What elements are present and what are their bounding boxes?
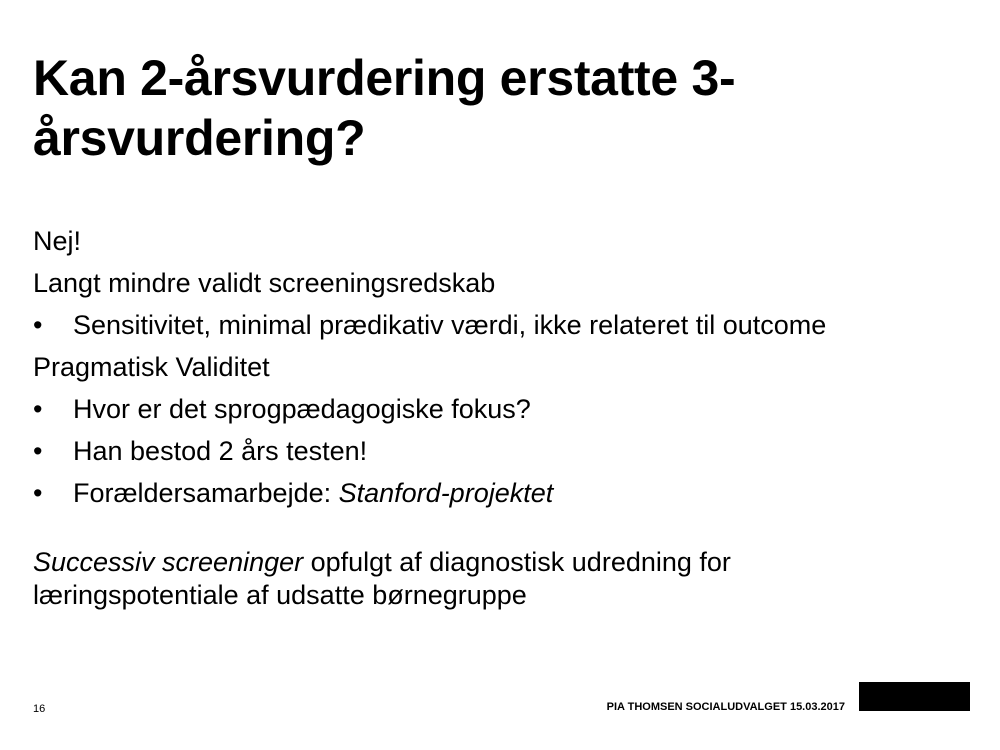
validity-heading: Langt mindre validt screeningsredskab: [33, 268, 496, 298]
slide-body: [33, 220, 978, 612]
bullet-text: Hvor er det sprogpædagogiske fokus?: [73, 394, 531, 424]
closing-paragraph: [33, 546, 978, 612]
slide-title: Kan 2-årsvurdering erstatte 3-årsvurdering?: [33, 50, 736, 166]
closing-line-1: [33, 546, 978, 579]
closing-text: opfulgt af diagnostisk udredning for: [303, 547, 731, 577]
bullet-emphasis: Stanford-projektet: [338, 478, 554, 508]
bullet-icon: •: [33, 478, 43, 508]
bullet-item-sensitivity: [33, 304, 978, 346]
bullet-item-test: [33, 430, 978, 472]
answer-text: Nej!: [33, 226, 82, 256]
bullet-icon: •: [33, 310, 43, 340]
spacer: [33, 514, 978, 546]
footer-logo-block: [859, 682, 970, 711]
bullet-item-collaboration: [33, 472, 978, 514]
closing-line-2: læringspotentiale af udsatte børnegruppe: [33, 580, 527, 610]
bullet-text: Han bestod 2 års testen!: [73, 436, 368, 466]
bullet-item-focus: [33, 388, 978, 430]
pragmatic-heading: Pragmatisk Validitet: [33, 352, 270, 382]
footer-text: PIA THOMSEN SOCIALUDVALGET 15.03.2017: [606, 701, 845, 713]
closing-emphasis: Successiv screeninger: [33, 547, 304, 577]
bullet-icon: •: [33, 436, 43, 466]
bullet-text: Sensitivitet, minimal prædikativ værdi, ikke relateret til outcome: [73, 310, 827, 340]
bullet-icon: •: [33, 394, 43, 424]
page-number: 16: [33, 703, 46, 715]
bullet-text: Forældersamarbejde:: [73, 478, 339, 508]
